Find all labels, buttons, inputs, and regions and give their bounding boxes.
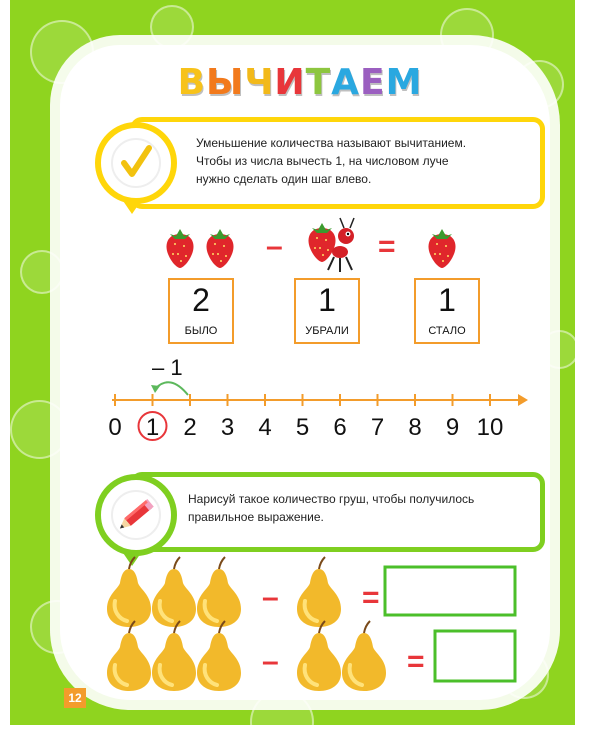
title-letter: Е <box>360 62 386 103</box>
task-text <box>188 490 518 526</box>
number-box-removed <box>294 278 360 344</box>
task-line: Нарисуй такое количество груш, чтобы получилось <box>188 492 475 506</box>
pear-icon <box>197 621 241 691</box>
task-line: правильное выражение. <box>188 510 324 524</box>
answer-box[interactable] <box>385 567 515 615</box>
number-line-label: 0 <box>108 414 122 441</box>
equals-sign: = <box>362 581 380 614</box>
title-letter: В <box>177 62 207 103</box>
pear-icon <box>152 557 196 627</box>
check-badge <box>95 122 177 204</box>
number-label: БЫЛО <box>184 325 218 337</box>
number-line-label: 3 <box>220 414 235 441</box>
ant-with-strawberry-icon <box>309 218 355 272</box>
equals-sign: = <box>407 645 425 678</box>
minus-sign: – <box>262 645 279 678</box>
decor-bubble <box>20 250 64 294</box>
number-line-label: 2 <box>183 414 197 441</box>
title-letter: А <box>331 62 360 103</box>
number-line <box>100 345 540 445</box>
number-line-arrowhead <box>518 394 528 406</box>
pear-icon <box>197 557 241 627</box>
pear-icon <box>297 557 341 627</box>
strawberry-icon <box>429 229 456 268</box>
strawberry-icon <box>167 229 194 268</box>
number-line-label: 9 <box>445 414 460 441</box>
title-letter: Ч <box>244 62 275 103</box>
pear-icon <box>107 557 151 627</box>
decor-bubble <box>150 5 194 49</box>
page-number: 12 <box>64 688 86 708</box>
pear-icon <box>342 621 386 691</box>
step-arrowhead <box>151 385 160 393</box>
pencil-badge <box>95 474 177 556</box>
title-letter: И <box>274 62 306 103</box>
number-line-label: 8 <box>408 414 422 441</box>
rule-line: нужно сделать один шаг влево. <box>196 172 372 186</box>
pencil-icon <box>101 480 171 550</box>
minus-sign: – <box>262 581 279 614</box>
rule-text <box>196 134 518 188</box>
number-line-label: 5 <box>295 414 310 441</box>
pear-icon <box>107 621 151 691</box>
number-value: 1 <box>438 282 456 318</box>
pear-exercise <box>105 555 525 705</box>
step-label: – 1 <box>152 355 183 380</box>
minus-sign: – <box>266 230 283 263</box>
number-line-label: 7 <box>370 414 385 441</box>
number-box-was <box>168 278 234 344</box>
number-line-label: 10 <box>476 414 504 441</box>
pear-icon <box>297 621 341 691</box>
title-letter: Ы <box>206 62 245 103</box>
number-box-became <box>414 278 480 344</box>
title-letter: М <box>385 62 423 103</box>
step-arc <box>155 382 188 395</box>
number-line-label: 6 <box>333 414 347 441</box>
number-label: СТАЛО <box>428 325 466 337</box>
answer-box[interactable] <box>435 631 515 681</box>
rule-line: Уменьшение количества называют вычитанием. <box>196 136 467 150</box>
equals-sign: = <box>378 230 396 263</box>
rule-line: Чтобы из числа вычесть 1, на числовом луче <box>196 154 449 168</box>
number-line-label: 4 <box>258 414 272 441</box>
number-label: УБРАЛИ <box>305 325 349 337</box>
page-title <box>0 62 600 103</box>
pear-icon <box>152 621 196 691</box>
number-line-label: 1 <box>145 414 160 441</box>
number-value: 1 <box>318 282 336 318</box>
number-value: 2 <box>192 282 210 318</box>
strawberry-icon <box>207 229 234 268</box>
equation-pictures <box>160 212 480 276</box>
title-letter: Т <box>305 62 332 103</box>
checkmark-icon <box>101 128 171 198</box>
